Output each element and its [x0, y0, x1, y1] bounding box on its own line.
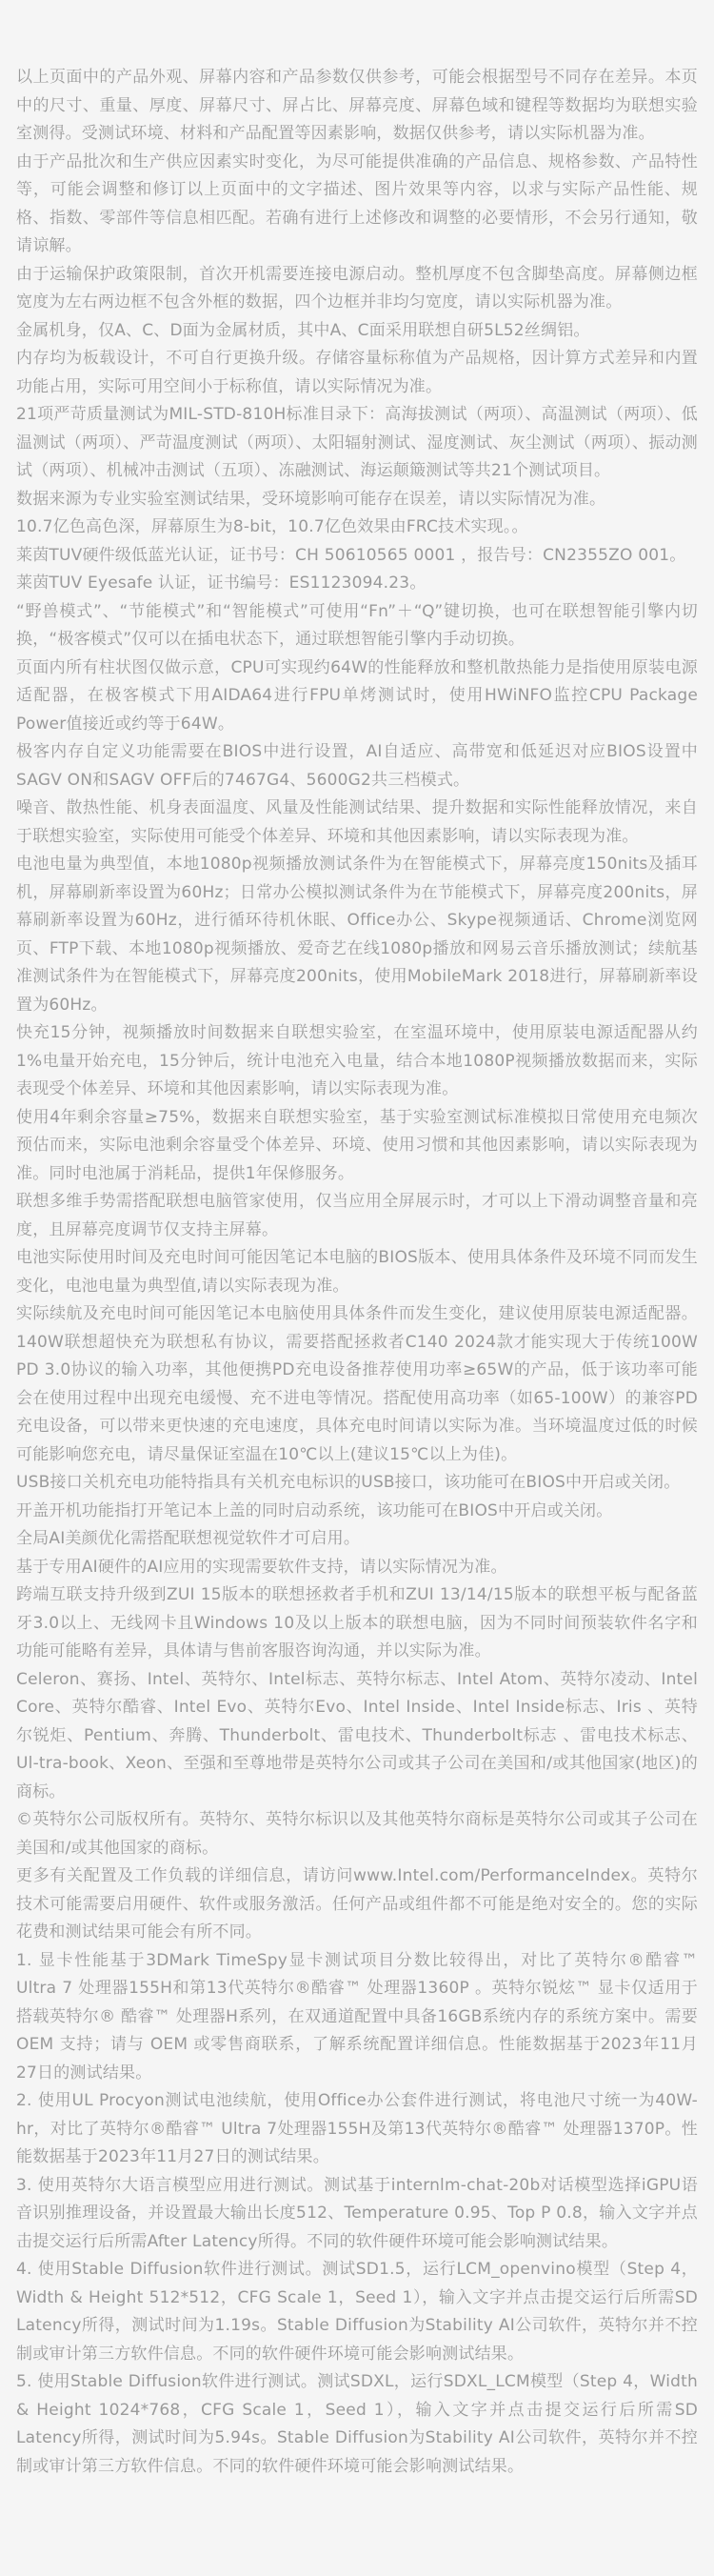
- disclaimer-paragraph: “野兽模式”、“节能模式”和“智能模式”可使用“Fn”＋“Q”键切换，也可在联想智能引擎内切换，“极客模式”仅可以在插电状态下，通过联想智能引擎内手动切换。: [16, 601, 698, 649]
- disclaimer-paragraph: 莱茵TUV Eyesafe 认证，证书编号：ES1123094.23。: [16, 574, 426, 593]
- disclaimer-paragraph: Celeron、赛扬、Intel、英特尔、Intel标志、英特尔标志、Intel Atom、英特尔凌动、Intel Core、英特尔酷睿、Intel Evo、英特尔Evo、Intel Inside、Intel Inside标志、Iris 、英特尔锐炬、Pentium、奔腾、Thunderbolt、雷电技术、Thunderbolt标志 、雷电技术标志、Ul-tra-book、Xeon、至强和至尊地带是英特尔公司或其子公司在美国和/或其他国家(地区)的商标。: [16, 1669, 698, 1801]
- disclaimer-paragraph: 21项严苛质量测试为MIL-STD-810H标准目录下：高海拔测试（两项）、高温测试（两项）、低温测试（两项）、严苛温度测试（两项）、太阳辐射测试、湿度测试、灰尘测试（两项）、振动测试（两项）、机械冲击测试（五项）、冻融测试、海运颠簸测试等共21个测试项目。: [16, 405, 698, 480]
- disclaimer-paragraph: 极客内存自定义功能需要在BIOS中进行设置，AI自适应、高带宽和低延迟对应BIOS设置中SAGV ON和SAGV OFF后的7467G4、5600G2共三档模式。: [16, 742, 698, 790]
- disclaimer-paragraph: 快充15分钟，视频播放时间数据来自联想实验室，在室温环境中，使用原装电源适配器从约1%电量开始充电，15分钟后，统计电池充入电量，结合本地1080P视频播放数据而来，实际表现受个体差异、环境和其他因素影响，请以实际表现为准。: [16, 1023, 698, 1098]
- disclaimer-paragraph: 金属机身，仅A、C、D面为金属材质，其中A、C面采用联想自研5L52丝绸铝。: [16, 320, 590, 340]
- disclaimer-paragraph: 5. 使用Stable Diffusion软件进行测试。测试SDXL，运行SDXL_LCM模型（Step 4，Width & Height 1024*768，CFG Scale 1，Seed 1），输入文字并点击提交运行后所需SD Latency所得，测试时间为5.94s。Stable Diffusion为Stability AI公司软件，英特尔并不控制或审计第三方软件信息。不同的软件硬件环境可能会影响测试结果。: [16, 2372, 698, 2476]
- disclaimer-paragraph: 3. 使用英特尔大语言模型应用进行测试。测试基于internlm-chat-20b对话模型选择iGPU语音识别推理设备，并设置最大输出长度512、Temperature 0.95、Top P 0.8，输入文字并点击提交运行后所需After Latency所得。不同的软件硬件环境可能会影响测试结果。: [16, 2175, 698, 2251]
- disclaimer-paragraph: 使用4年剩余容量≥75%，数据来自联想实验室，基于实验室测试标准模拟日常使用充电频次预估而来，实际电池剩余容量受个体差异、环境、使用习惯和其他因素影响，请以实际表现为准。同时电池属于消耗品，提供1年保修服务。: [16, 1107, 698, 1183]
- disclaimer-paragraph: 页面内所有柱状图仅做示意，CPU可实现约64W的性能释放和整机散热能力是指使用原装电源适配器，在极客模式下用AIDA64进行FPU单烤测试时，使用HWiNFO监控CPU Package Power值接近或约等于64W。: [16, 657, 698, 734]
- disclaimer-paragraph: 电池实际使用时间及充电时间可能因笔记本电脑的BIOS版本、使用具体条件及环境不同而发生变化，电池电量为典型值,请以实际表现为准。: [16, 1248, 698, 1296]
- disclaimer-paragraph: 实际续航及充电时间可能因笔记本电脑使用具体条件而发生变化，建议使用原装电源适配器。140W联想超快充为联想私有协议，需要搭配拯救者C140 2024款才能实现大于传统100W PD 3.0协议的输入功率，其他便携PD充电设备推荐使用功率≥65W的产品，低于该功率可能会在使用过程中出现充电缓慢、充不进电等情况。搭配使用高功率（如65-100W）的兼容PD充电设备，可以带来更快速的充电速度，具体充电时间请以实际为准。当环境温度过低的时候可能影响您充电，请尽量保证室温在10℃以上(建议15℃以上为佳)。: [16, 1304, 698, 1464]
- disclaimer-paragraph: 联想多维手势需搭配联想电脑管家使用，仅当应用全屏展示时，才可以上下滑动调整音量和亮度，且屏幕亮度调节仅支持主屏幕。: [16, 1192, 698, 1239]
- disclaimer-paragraph: 10.7亿色高色深，屏幕原生为8-bit，10.7亿色效果由FRC技术实现。。: [16, 517, 528, 536]
- disclaimer-paragraph: ©英特尔公司版权所有。英特尔、英特尔标识以及其他英特尔商标是英特尔公司或其子公司在美国和/或其他国家的商标。: [16, 1810, 698, 1858]
- disclaimer-paragraph: 4. 使用Stable Diffusion软件进行测试。测试SD1.5，运行LCM_openvino模型（Step 4，Width & Height 512*512，CFG Scale 1，Seed 1），输入文字并点击提交运行后所需SD Latency所得，测试时间为1.19s。Stable Diffusion为Stability AI公司软件，英特尔并不控制或审计第三方软件信息。不同的软件硬件环境可能会影响测试结果。: [16, 2260, 698, 2364]
- disclaimer-paragraph: 电池电量为典型值，本地1080p视频播放测试条件为在智能模式下，屏幕亮度150nits及插耳机，屏幕刷新率设置为60Hz；日常办公模拟测试条件为在节能模式下，屏幕亮度200nits，屏幕刷新率设置为60Hz，进行循环待机休眠、Office办公、Skype视频通话、Chrome浏览网页、FTP下载、本地1080p视频播放、爱奇艺在线1080p播放和网易云音乐播放测试；续航基准测试条件为在智能模式下，屏幕亮度200nits，使用MobileMark 2018进行，屏幕刷新率设置为60Hz。: [16, 855, 698, 1015]
- disclaimer-paragraph: USB接口关机充电功能特指具有关机充电标识的USB接口，该功能可在BIOS中开启或关闭。: [16, 1473, 681, 1492]
- disclaimer-paragraph: 噪音、散热性能、机身表面温度、风量及性能测试结果、提升数据和实际性能释放情况，来自于联想实验室，实际使用可能受个体差异、环境和其他因素影响，请以实际表现为准。: [16, 798, 698, 846]
- disclaimer-paragraph: 莱茵TUV硬件级低蓝光认证，证书号：CH 50610565 0001 ，报告号：CN2355ZO 001。: [16, 545, 686, 565]
- disclaimer-paragraph: 全局AI美颜优化需搭配联想视觉软件才可启用。: [16, 1529, 361, 1548]
- disclaimer-paragraph: 2. 使用UL Procyon测试电池续航，使用Office办公套件进行测试，将电池尺寸统一为40W-hr，对比了英特尔®酷睿™ Ultra 7处理器155H及第13代英特尔®酷睿™ 处理器1370P。性能数据基于2023年11月27日的测试结果。: [16, 2091, 698, 2166]
- disclaimer-paragraph: 1. 显卡性能基于3DMark TimeSpy显卡测试项目分数比较得出，对比了英特尔®酷睿™ Ultra 7 处理器155H和第13代英特尔®酷睿™ 处理器1360P 。英特尔锐炫™ 显卡仅适用于搭载英特尔® 酷睿™ 处理器H系列，在双通道配置中具备16GB系统内存的系统方案中。需要 OEM 支持；请与 OEM 或零售商联系，了解系统配置详细信息。性能数据基于2023年11月27日的测试结果。: [16, 1950, 698, 2083]
- disclaimer-paragraph: 由于运输保护政策限制，首次开机需要连接电源启动。整机厚度不包含脚垫高度。屏幕侧边框宽度为左右两边框不包含外框的数据，四个边框并非均匀宽度，请以实际机器为准。: [16, 264, 698, 312]
- disclaimer-paragraph: 以上页面中的产品外观、屏幕内容和产品参数仅供参考，可能会根据型号不同存在差异。本页中的尺寸、重量、厚度、屏幕尺寸、屏占比、屏幕亮度、屏幕色域和键程等数据均为联想实验室测得。受测试环境、材料和产品配置等因素影响，数据仅供参考，请以实际机器为准。: [16, 68, 698, 143]
- disclaimer-paragraph: 开盖开机功能指打开笔记本上盖的同时启动系统，该功能可在BIOS中开启或关闭。: [16, 1500, 613, 1520]
- disclaimer-text-block: [16, 64, 698, 2481]
- disclaimer-paragraph: 基于专用AI硬件的AI应用的实现需要软件支持，请以实际情况为准。: [16, 1557, 507, 1577]
- disclaimer-paragraph: 更多有关配置及工作负载的详细信息，请访问www.Intel.com/PerformanceIndex。英特尔技术可能需要启用硬件、软件或服务激活。任何产品或组件都不可能是绝对安全的。您的实际花费和测试结果可能会有所不同。: [16, 1866, 698, 1942]
- disclaimer-paragraph: 数据来源为专业实验室测试结果，受环境影响可能存在误差，请以实际情况为准。: [16, 489, 606, 509]
- disclaimer-paragraph: 内存均为板载设计，不可自行更换升级。存储容量标称值为产品规格，因计算方式差异和内置功能占用，实际可用空间小于标称值，请以实际情况为准。: [16, 349, 698, 396]
- disclaimer-paragraph: 跨端互联支持升级到ZUI 15版本的联想拯救者手机和ZUI 13/14/15版本的联想平板与配备蓝牙3.0以上、无线网卡且Windows 10及以上版本的联想电脑，因为不同时间预装软件名字和功能可能略有差异，具体请与售前客服咨询沟通，并以实际为准。: [16, 1585, 698, 1660]
- disclaimer-paragraph: 由于产品批次和生产供应因素实时变化，为尽可能提供准确的产品信息、规格参数、产品特性等，可能会调整和修订以上页面中的文字描述、图片效果等内容，以求与实际产品性能、规格、指数、零部件等信息相匹配。若确有进行上述修改和调整的必要情形，不会另行通知，敬请谅解。: [16, 151, 698, 255]
